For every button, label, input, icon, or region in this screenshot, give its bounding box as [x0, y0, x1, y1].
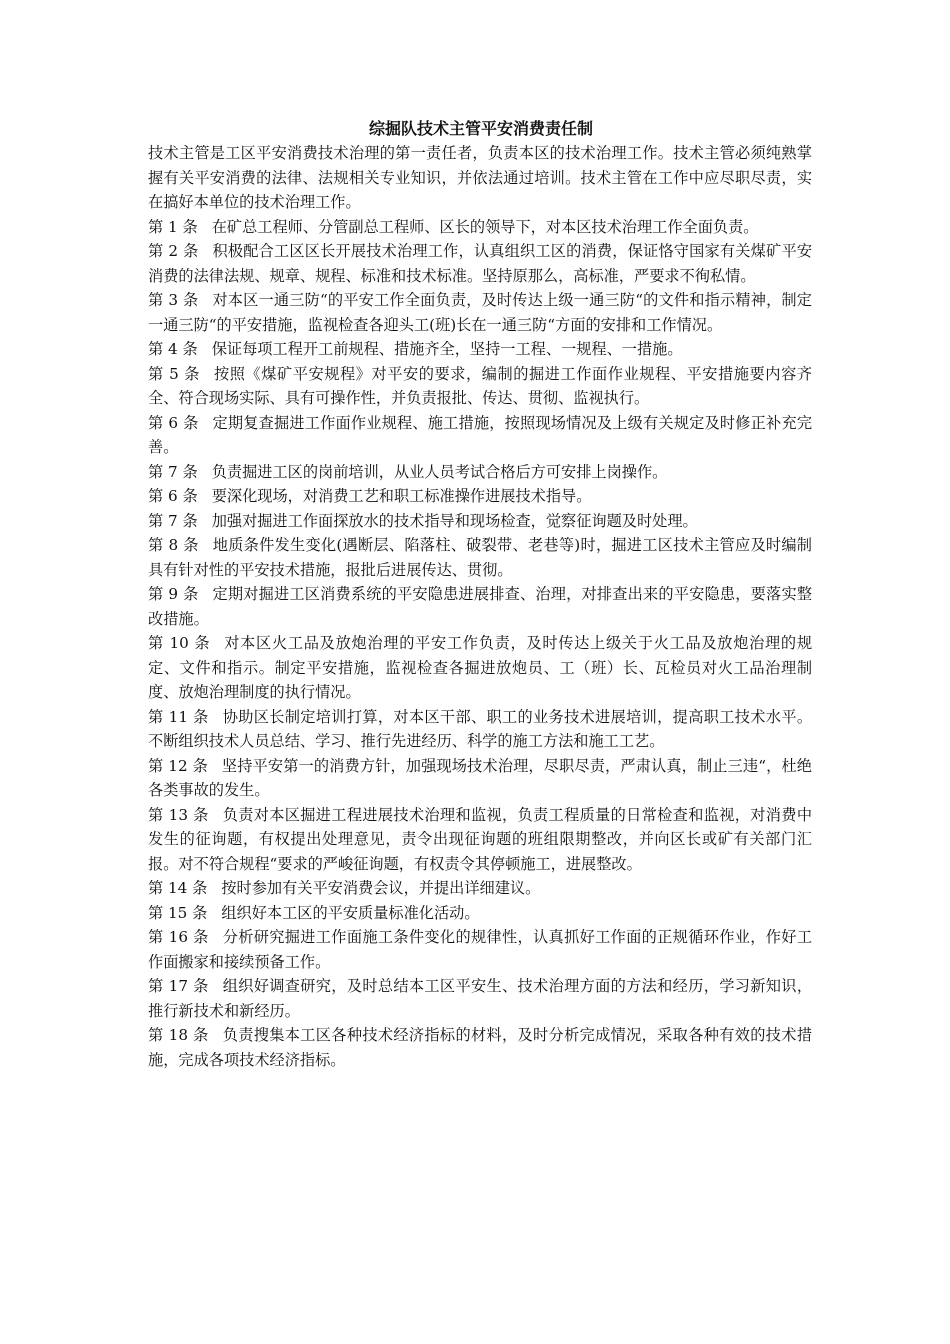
- article-paragraph: [144, 1023, 812, 1072]
- article-paragraph: [144, 460, 812, 485]
- article-text: 组织好本工区的平安质量标准化活动。: [221, 903, 480, 922]
- article-number: 第 12 条: [148, 756, 208, 775]
- article-paragraph: [144, 239, 812, 288]
- article-number: 第 14 条: [148, 879, 208, 897]
- article-number: 第 3 条: [148, 291, 199, 309]
- article-number: 第 9 条: [148, 585, 199, 603]
- article-text: 加强对掘进工作面探放水的技术指导和现场检查，觉察征询题及时处理。: [211, 511, 698, 530]
- article-number: 第 7 条: [148, 462, 198, 481]
- article-number: 第 7 条: [148, 511, 198, 530]
- article-paragraph: [144, 509, 812, 534]
- article-paragraph: [144, 362, 812, 411]
- article-text: 保证每项工程开工前规程、措施齐全，坚持一工程、一规程、一措施。: [211, 340, 683, 358]
- article-text: 负责对本区掘进工程进展技术治理和监视，负责工程质量的日常检查和监视，对消费中发生的征询题，有权提出处理意见，责令出现征询题的班组限期整改，并向区长或矿有关部门汇报。对不符合规程“要求的严峻征询题，有权责令其停顿施工，进展整改。: [148, 805, 813, 873]
- article-number: 第 8 条: [148, 536, 199, 554]
- article-text: 定期对掘进工区消费系统的平安隐患进展排查、治理，对排查出来的平安隐患，要落实整改措施。: [148, 585, 813, 628]
- article-text: 地质条件发生变化(遇断层、陷落柱、破裂带、老巷等)时，掘进工区技术主管应及时编制具有针对性的平安技术措施，报批后进展传达、贯彻。: [148, 536, 812, 579]
- article-text: 在矿总工程师、分管副总工程师、区长的领导下，对本区技术治理工作全面负责。: [211, 217, 759, 236]
- article-text: 分析研究掘进工作面施工条件变化的规律性，认真抓好工作面的正规循环作业，作好工作面搬家和接续预备工作。: [148, 928, 813, 971]
- article-text: 对本区一通三防“的平安工作全面负责，及时传达上级一通三防“的文件和指示精神，制定一通三防“的平安措施，监视检查各迎头工(班)长在一通三防“方面的安排和工作情况。: [148, 291, 812, 334]
- article-text: 协助区长制定培训打算，对本区干部、职工的业务技术进展培训，提高职工技术水平。不断组织技术人员总结、学习、推行先进经历、科学的施工方法和施工工艺。: [148, 707, 813, 750]
- article-number: 第 10 条: [148, 634, 211, 652]
- article-paragraph: [144, 901, 812, 926]
- article-paragraph: [144, 288, 812, 337]
- article-text: 要深化现场，对消费工艺和职工标准操作进展技术指导。: [211, 487, 592, 505]
- article-paragraph: [144, 925, 812, 974]
- article-paragraph: [144, 484, 812, 509]
- article-paragraph: [144, 411, 812, 460]
- article-number: 第 13 条: [148, 805, 209, 824]
- article-list: [144, 215, 812, 1073]
- article-text: 按时参加有关平安消费会议，并提出详细建议。: [221, 879, 541, 897]
- article-text: 积极配合工区区长开展技术治理工作，认真组织工区的消费，保证恪守国家有关煤矿平安消费的法律法规、规章、规程、标准和技术标准。坚持原那么，高标准，严要求不徇私情。: [148, 242, 813, 285]
- article-text: 定期复查掘进工作面作业规程、施工措施，按照现场情况及上级有关规定及时修正补充完善。: [148, 413, 813, 456]
- intro-paragraph: 技术主管是工区平安消费技术治理的第一责任者，负责本区的技术治理工作。技术主管必须纯熟掌握有关平安消费的法律、法规相关专业知识，并依法通过培训。技术主管在工作中应尽职尽责，实在搞好本单位的技术治理工作。: [148, 144, 812, 211]
- document-title: 综掘队技术主管平安消费责任制: [368, 119, 593, 138]
- article-number: 第 6 条: [148, 413, 199, 432]
- article-paragraph: [144, 337, 812, 362]
- article-number: 第 1 条: [148, 217, 198, 236]
- article-paragraph: [144, 974, 812, 1023]
- article-paragraph: [144, 754, 812, 803]
- article-text: 对本区火工品及放炮治理的平安工作负责，及时传达上级关于火工品及放炮治理的规定、文件和指示。制定平安措施，监视检查各掘进放炮员、工（班）长、瓦检员对火工品治理制度、放炮治理制度的执行情况。: [148, 634, 813, 701]
- article-number: 第 16 条: [148, 928, 209, 946]
- article-paragraph: [144, 215, 812, 240]
- article-number: 第 18 条: [148, 1026, 209, 1044]
- article-number: 第 5 条: [148, 364, 200, 383]
- article-number: 第 11 条: [148, 707, 209, 726]
- article-text: 坚持平安第一的消费方针，加强现场技术治理，尽职尽责，严肃认真，制止三违“，杜绝各类事故的发生。: [148, 756, 812, 799]
- article-paragraph: [144, 803, 812, 877]
- article-text: 负责搜集本工区各种技术经济指标的材料，及时分析完成情况，采取各种有效的技术措施，完成各项技术经济指标。: [148, 1026, 813, 1069]
- article-paragraph: [144, 631, 812, 705]
- article-text: 组织好调查研究，及时总结本工区平安生、技术治理方面的方法和经历，学习新知识，推行新技术和新经历。: [148, 977, 813, 1020]
- article-paragraph: [144, 705, 812, 754]
- article-number: 第 2 条: [148, 242, 199, 260]
- article-number: 第 15 条: [148, 903, 208, 922]
- article-text: 按照《煤矿平安规程》对平安的要求，编制的掘进工作面作业规程、平安措施要内容齐全、符合现场实际、具有可操作性，并负责报批、传达、贯彻、监视执行。: [148, 364, 813, 407]
- article-number: 第 4 条: [148, 340, 198, 358]
- article-paragraph: [144, 876, 812, 901]
- document-page: [144, 118, 812, 1072]
- article-number: 第 6 条: [148, 487, 198, 505]
- article-paragraph: [144, 533, 812, 582]
- article-number: 第 17 条: [148, 977, 209, 995]
- article-text: 负责掘进工区的岗前培训，从业人员考试合格后方可安排上岗操作。: [211, 462, 668, 481]
- article-paragraph: [144, 582, 812, 631]
